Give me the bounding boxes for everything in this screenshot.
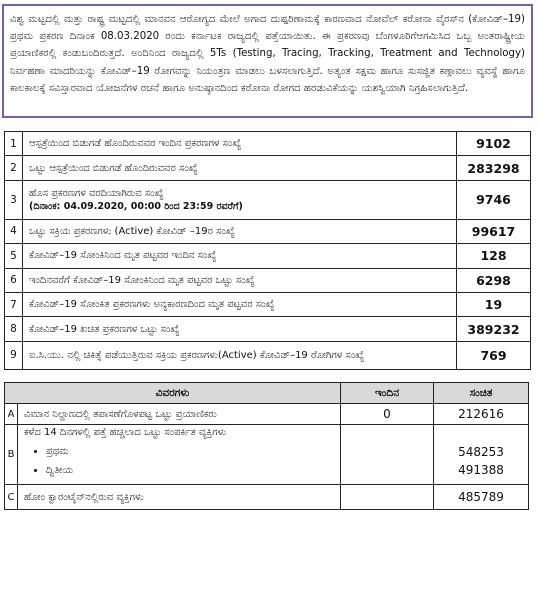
row-label-main: ಹೊಸ ಪ್ರಕರಣಗಳ ವರದಿಯಾಗಿರುವ ಸಂಖ್ಯೆ	[29, 187, 164, 199]
table-row	[5, 156, 531, 180]
table-row	[5, 268, 531, 292]
stats-table	[4, 131, 531, 370]
header-desc: ವಿವರಗಳು	[5, 383, 341, 404]
intro-paragraph: ವಿಶ್ವ ಮಟ್ಟದಲ್ಲಿ ಮತ್ತು ರಾಷ್ಟ್ರ ಮಟ್ಟದಲ್ಲಿ ಮಾನವನ ಆರೋಗ್ಯದ ಮೇಲೆ ಅಗಾದ ದುಷ್ಪರಿಣಾಮಕ್ಕೆ ಕಾರಣವಾದ ನೋವೆಲ್ ಕರೋನಾ ವೈರಸ್‌ನ (ಕೋವಿಡ್–19) ಪ್ರಥಮ ಪ್ರಕರಣ ದಿನಾಂಕ 08.03.2020 ರಂದು ಕರ್ನಾಟಕ ರಾಜ್ಯದಲ್ಲಿ ಪತ್ತೆಯಾಯಿತು. ಈ ಪ್ರಕರಣವು ಬೆಂಗಳೂರಿಗೆ‌ಆಗಮಿಸಿದ ಒಬ್ಬ ಅಂತರಾಷ್ಟ್ರೀಯ ಪ್ರಯಾಣಿಕರಲ್ಲಿ ಕಂಡುಬಂದಿರುತ್ತದೆ. ಅಂದಿನಿಂದ ರಾಜ್ಯದಲ್ಲಿ 5Ts (Testing, Tracing, Tracking, Treatment and Technology) ನಿರ್ವಹಣಾ ಮಾದರಿಯನ್ನು ಕೋವಿಡ್–19 ರೋಗವನ್ನು ನಿಯಂತ್ರಣ ಮಾಡಲು ಬಳಸಲಾಗುತ್ತಿದೆ. ಅತ್ಯಂತ ಸಕ್ಷಮ ಹಾಗೂ ಸುಸಜ್ಜಿತ ಕಣ್ಗಾವಲು ವ್ಯವಸ್ಥೆ ಹಾಗೂ ಕಾಲಕಾಲಕ್ಕೆ ಸವಿಸ್ತಾರವಾದ ಯೋಜನೆಗಳ ರಚನೆ ಹಾಗೂ ಅನುಷ್ಠಾನದಿಂದ ಕರೋನಾ ರೋಗದ ಹರಡುವಿಕೆಯನ್ನು ಯಶಸ್ವಿಯಾಗಿ ನಿಗ್ರಹಿಸಲಾಗುತ್ತಿದೆ.	[10, 14, 525, 94]
details-table	[4, 382, 529, 510]
row-value: 128	[457, 244, 531, 268]
row-number: 1	[5, 132, 23, 156]
row-label: ಕೋವಿಡ್–19 ಖಚಿತ ಪ್ರಕರಣಗಳ ಒಟ್ಟು ಸಂಖ್ಯೆ	[23, 317, 457, 341]
row-label: ಐ.ಸಿ.ಯು. ನಲ್ಲಿ ಚಿಕಿತ್ಸೆ ಪಡೆಯುತ್ತಿರುವ ಸಕ್ರಿಯ ಪ್ರಕರಣಗಳು(Active) ಕೋವಿಡ್–19 ರೋಗಿಗಳ ಸಂಖ್ಯೆ	[23, 341, 457, 369]
table-row	[5, 485, 529, 510]
row-number: 2	[5, 156, 23, 180]
row-code: B	[5, 425, 18, 485]
row-number: 9	[5, 341, 23, 369]
secondary-total: 491388	[458, 463, 504, 477]
table-row	[5, 425, 529, 485]
row-label: ಒಟ್ಟು ಆಸ್ಪತ್ರೆಯಿಂದ ಬಿಡುಗಡೆ ಹೊಂದಿರುವವರ ಸಂಖ್ಯೆ	[23, 156, 457, 180]
row-number: 6	[5, 268, 23, 292]
row-code: A	[5, 404, 18, 425]
list-item: • ಪ್ರಥಮ	[46, 446, 334, 457]
intro-box	[2, 4, 533, 118]
table-row	[5, 180, 531, 219]
row-label: ಆಸ್ಪತ್ರೆಯಿಂದ ಬಿಡುಗಡೆ ಹೊಂದಿರುವವರ ಇಂದಿನ ಪ್ರಕರಣಗಳ ಸಂಖ್ಯೆ	[23, 132, 457, 156]
row-label: ಇಂದಿನವರೆಗೆ ಕೋವಿಡ್–19 ಸೋಂಕಿನಿಂದ ಮೃತ ಪಟ್ಟವರ ಒಟ್ಟು ಸಂಖ್ಯೆ	[23, 268, 457, 292]
row-total: 485789	[434, 485, 529, 510]
row-label: ಒಟ್ಟು ಸಕ್ರಿಯ ಪ್ರಕರಣಗಳು (Active) ಕೋವಿಡ್ –19ರ ಸಂಖ್ಯೆ	[23, 219, 457, 243]
table-header-row	[5, 383, 529, 404]
row-number: 5	[5, 244, 23, 268]
row-value: 19	[457, 292, 531, 316]
row-value: 99617	[457, 219, 531, 243]
row-label-date: (ದಿನಾಂಕ: 04.09.2020, 00:00 ರಿಂದ 23:59 ರವರೆಗೆ)	[29, 200, 243, 212]
row-total	[434, 425, 529, 485]
row-value: 769	[457, 341, 531, 369]
table-row	[5, 132, 531, 156]
table-row	[5, 317, 531, 341]
row-number: 4	[5, 219, 23, 243]
row-label: ಹೋಂ ಕ್ವಾರಂಟೈನ್‌ನಲ್ಲಿರುವ ವ್ಯಕ್ತಿಗಳು	[18, 485, 341, 510]
row-number: 7	[5, 292, 23, 316]
row-label	[23, 180, 457, 219]
row-number: 8	[5, 317, 23, 341]
contact-list	[24, 446, 334, 476]
row-label: ಕೋವಿಡ್–19 ಸೋಂಕಿತ ಪ್ರಕರಣಗಳು ಅನ್ಯಕಾರಣದಿಂದ ಮೃತ ಪಟ್ಟವರ ಸಂಖ್ಯೆ	[23, 292, 457, 316]
table-row	[5, 341, 531, 369]
row-value: 9102	[457, 132, 531, 156]
row-value: 9746	[457, 180, 531, 219]
header-today: ಇಂದಿನ	[341, 383, 434, 404]
row-number: 3	[5, 180, 23, 219]
table-row	[5, 292, 531, 316]
row-today: 0	[341, 404, 434, 425]
table-row	[5, 404, 529, 425]
row-value: 283298	[457, 156, 531, 180]
table-row	[5, 244, 531, 268]
table-row	[5, 219, 531, 243]
row-today	[341, 425, 434, 485]
row-code: C	[5, 485, 18, 510]
row-total: 212616	[434, 404, 529, 425]
row-label	[18, 425, 341, 485]
row-value: 6298	[457, 268, 531, 292]
header-total: ಸಂಚಿತ	[434, 383, 529, 404]
primary-total: 548253	[458, 445, 504, 459]
row-label: ಕೋವಿಡ್–19 ಸೋಂಕಿನಿಂದ ಮೃತ ಪಟ್ಟವರ ಇಂದಿನ ಸಂಖ್ಯೆ	[23, 244, 457, 268]
row-label: ವಿಮಾನ ನಿಲ್ದಾಣದಲ್ಲಿ ತಪಾಸಣೆಗೊಳಪಟ್ಟ ಒಟ್ಟು ಪ್ರಯಾಣಿಕರು	[18, 404, 341, 425]
row-label-main: ಕಳೆದ 14 ದಿನಗಳಲ್ಲಿ ಪತ್ತೆ ಹಚ್ಚಲಾದ ಒಟ್ಟು ಸಂಪರ್ಕಿತ ವ್ಯಕ್ತಿಗಳು	[24, 427, 227, 438]
row-value: 389232	[457, 317, 531, 341]
list-item: • ದ್ವಿತೀಯ	[46, 465, 334, 476]
row-today	[341, 485, 434, 510]
